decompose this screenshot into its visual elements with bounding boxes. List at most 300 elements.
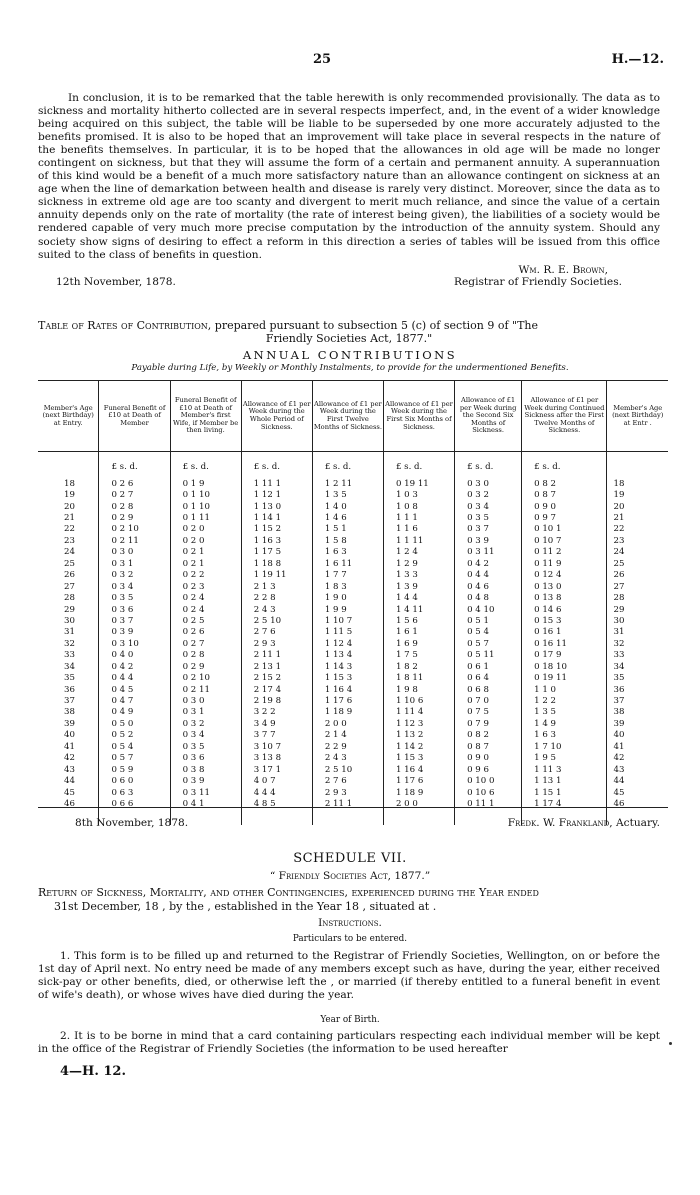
currency-row xyxy=(38,452,668,473)
table-cell: 1 16 3 xyxy=(241,535,312,546)
instruction-2: 2. It is to be borne in mind that a card containing particulars respecting each individual member will be kept in the office of the Registrar of Friendly Societies (the information to be used hereafter xyxy=(38,1030,660,1055)
table-cell: 0 9 0 xyxy=(522,501,607,512)
table-cell: 1 7 10 xyxy=(522,741,607,752)
table-row xyxy=(38,707,668,718)
table-cell: 1 5 8 xyxy=(312,535,383,546)
table-row xyxy=(38,764,668,775)
table-cell: 1 17 6 xyxy=(383,775,454,786)
table-cell: 42 xyxy=(64,753,75,764)
table-cell: 4 4 4 xyxy=(241,787,312,798)
table-cell: 2 2 9 xyxy=(312,741,383,752)
table-cell: 25 xyxy=(607,558,668,569)
table-cell: 33 xyxy=(64,650,75,661)
table-cell: 0 3 5 xyxy=(170,741,241,752)
table-cell: 1 5 6 xyxy=(383,615,454,626)
table-cell: 2 1 4 xyxy=(312,730,383,741)
table-cell: 2 2 8 xyxy=(241,592,312,603)
table-cell: 0 17 9 xyxy=(522,650,607,661)
table-cell: 0 3 6 xyxy=(170,753,241,764)
table-cell: 0 2 10 xyxy=(99,524,170,535)
table-cell: 1 10 7 xyxy=(312,615,383,626)
table-row xyxy=(38,798,668,809)
table-cell: 0 7 9 xyxy=(455,718,522,729)
table-cell: 43 xyxy=(64,764,75,775)
table-cell: 1 6 1 xyxy=(383,627,454,638)
table-cell: 1 13 2 xyxy=(383,730,454,741)
table-cell: 0 8 7 xyxy=(455,741,522,752)
table-cell: 2 0 0 xyxy=(383,798,454,809)
table-cell: 30 xyxy=(64,615,75,626)
return-line-2: 31st December, 18 , by the , established in the Year 18 , situated at . xyxy=(54,900,437,913)
table-row xyxy=(38,730,668,741)
signature-date: 12th November, 1878. xyxy=(56,276,176,288)
table-cell: 0 5 0 xyxy=(99,718,170,729)
table-cell: 43 xyxy=(607,764,668,775)
table-cell: 40 xyxy=(64,730,75,741)
table-cell: 1 6 11 xyxy=(312,558,383,569)
table-row xyxy=(38,512,668,523)
table-cell: 1 7 5 xyxy=(383,650,454,661)
table-cell: 0 3 2 xyxy=(170,718,241,729)
table-cell: 1 1 1 xyxy=(383,512,454,523)
table-cell: 1 6 9 xyxy=(383,638,454,649)
table-cell: 1 9 0 xyxy=(312,592,383,603)
table-cell: 29 xyxy=(607,604,668,615)
table-cell: 35 xyxy=(607,672,668,683)
table-cell: 1 17 5 xyxy=(241,547,312,558)
table-cell: 27 xyxy=(607,581,668,592)
currency-cell: £ s. d. xyxy=(170,452,241,473)
table-row xyxy=(38,741,668,752)
table-cell: 36 xyxy=(607,684,668,695)
table-cell: 1 6 3 xyxy=(312,547,383,558)
table-cell: 0 4 8 xyxy=(455,592,522,603)
table-cell: 0 2 4 xyxy=(170,592,241,603)
table-cell: 2 11 1 xyxy=(241,650,312,661)
table-cell: 1 15 3 xyxy=(312,672,383,683)
table-cell: 0 16 1 xyxy=(522,627,607,638)
table-cell: 0 7 0 xyxy=(455,695,522,706)
table-cell: 1 11 1 xyxy=(241,478,312,489)
table-cell: 38 xyxy=(64,707,75,718)
table-cell: 1 4 9 xyxy=(522,718,607,729)
table-row xyxy=(38,535,668,546)
table-cell: 1 2 4 xyxy=(383,547,454,558)
table-row xyxy=(38,638,668,649)
table-cell: 1 8 11 xyxy=(383,672,454,683)
table-cell: 39 xyxy=(64,718,75,729)
table-cell: 24 xyxy=(64,547,75,558)
table-cell: 2 19 8 xyxy=(241,695,312,706)
table-row xyxy=(38,547,668,558)
table-cell xyxy=(241,810,312,825)
table-cell: 21 xyxy=(64,513,75,524)
table-cell: 32 xyxy=(64,638,75,649)
table-cell: 1 18 9 xyxy=(312,707,383,718)
table-cell: 45 xyxy=(64,787,75,798)
table-cell: 46 xyxy=(64,798,75,809)
table-cell: 0 1 10 xyxy=(170,489,241,500)
table-cell: 0 3 4 xyxy=(170,730,241,741)
table-cell: 37 xyxy=(607,695,668,706)
column-header: Funeral Benefit of £10 at Death of Member xyxy=(99,381,170,452)
table-cell: 1 13 1 xyxy=(522,775,607,786)
table-cell: 0 3 1 xyxy=(170,707,241,718)
table-cell: 0 4 4 xyxy=(455,570,522,581)
table-cell: 0 19 11 xyxy=(383,478,454,489)
table-row xyxy=(38,627,668,638)
table-cell: 41 xyxy=(607,741,668,752)
table-cell: 0 5 4 xyxy=(455,627,522,638)
table-row xyxy=(38,489,668,500)
table-cell: 0 5 7 xyxy=(455,638,522,649)
table-cell: 1 4 6 xyxy=(312,512,383,523)
column-header: Allowance of £1 per Week during the First Six Months of Sickness. xyxy=(383,381,454,452)
table-cell: 1 9 9 xyxy=(312,604,383,615)
table-row xyxy=(38,604,668,615)
table-cell: 0 3 11 xyxy=(455,547,522,558)
table-cell: 0 8 2 xyxy=(522,478,607,489)
table-cell: 0 4 2 xyxy=(99,661,170,672)
table-cell: 2 15 2 xyxy=(241,672,312,683)
instructions-heading: Instructions. xyxy=(318,917,382,929)
page-number: 25 xyxy=(313,52,332,67)
table-cell: 0 6 6 xyxy=(99,798,170,809)
table-cell: 1 15 1 xyxy=(522,787,607,798)
table-cell: 3 7 7 xyxy=(241,730,312,741)
table-cell: 44 xyxy=(607,775,668,786)
table-cell: 0 3 0 xyxy=(99,547,170,558)
table-cell: 34 xyxy=(607,661,668,672)
table-cell: 2 0 0 xyxy=(312,718,383,729)
table-cell: 1 11 4 xyxy=(383,707,454,718)
table-cell: 1 1 6 xyxy=(383,524,454,535)
table-title-lead: Table of Rates of Contribution, xyxy=(38,319,212,332)
table-cell: 1 3 9 xyxy=(383,581,454,592)
table-cell: 0 2 5 xyxy=(170,615,241,626)
table-cell: 0 5 4 xyxy=(99,741,170,752)
table-cell: 0 18 10 xyxy=(522,661,607,672)
table-cell: 23 xyxy=(64,535,75,546)
table-cell: 1 1 0 xyxy=(522,684,607,695)
column-header: Allowance of £1 per Week during the Second Six Months of Sickness. xyxy=(455,381,522,452)
document-reference: H.—12. xyxy=(611,52,664,67)
table-cell: 2 9 3 xyxy=(312,787,383,798)
table-row xyxy=(38,787,668,798)
currency-cell: £ s. d. xyxy=(241,452,312,473)
table-cell: 0 4 6 xyxy=(455,581,522,592)
table-cell: 41 xyxy=(64,741,75,752)
table-row xyxy=(38,478,668,489)
table-cell: 31 xyxy=(607,627,668,638)
column-header: Allowance of £1 per Week during the First Twelve Months of Sickness. xyxy=(312,381,383,452)
table-cell: 42 xyxy=(607,753,668,764)
table-cell: 2 4 3 xyxy=(241,604,312,615)
table-cell: 0 8 7 xyxy=(522,489,607,500)
table-cell: 0 11 2 xyxy=(522,547,607,558)
table-cell: 22 xyxy=(64,524,75,535)
table-cell: 0 3 9 xyxy=(170,775,241,786)
table-cell: 0 3 6 xyxy=(99,604,170,615)
table-cell: 40 xyxy=(607,730,668,741)
table-cell: 0 3 4 xyxy=(99,581,170,592)
table-cell: 0 10 0 xyxy=(455,775,522,786)
table-cell: 1 5 1 xyxy=(312,524,383,535)
table-cell: 1 4 4 xyxy=(383,592,454,603)
table-cell: 0 10 7 xyxy=(522,535,607,546)
table-cell: 1 14 2 xyxy=(383,741,454,752)
table-cell: 0 2 6 xyxy=(99,478,170,489)
table-cell: 1 4 0 xyxy=(312,501,383,512)
column-header: Member's Age (next Birthday) at Entr . xyxy=(607,381,668,452)
table-cell: 0 14 6 xyxy=(522,604,607,615)
table-cell: 32 xyxy=(607,638,668,649)
actuary-name: Fredk. W. Frankland, xyxy=(507,817,613,829)
contribution-table xyxy=(38,380,668,808)
table-row xyxy=(38,672,668,683)
table-cell: 1 12 4 xyxy=(312,638,383,649)
table-row xyxy=(38,558,668,569)
signature-role: Registrar of Friendly Societies. xyxy=(454,276,622,288)
column-header: Allowance of £1 per Week during the Whole Period of Sickness. xyxy=(241,381,312,452)
table-row xyxy=(38,775,668,786)
table-cell: 0 5 2 xyxy=(99,730,170,741)
signature-name: Wm. R. E. Brown, xyxy=(518,264,608,276)
table-cell: 1 16 4 xyxy=(383,764,454,775)
table-cell: 26 xyxy=(64,570,75,581)
table-cell: 2 1 3 xyxy=(241,581,312,592)
table-cell: 26 xyxy=(607,570,668,581)
table-cell: 2 5 10 xyxy=(312,764,383,775)
instruction-1: 1. This form is to be filled up and returned to the Registrar of Friendly Societies, Wellington, on or before the 1st day of April next. No entry need be made of any members except such as have, during the year, either received sick-pay or other benefits, died, or otherwise left the , or married (if thereby entitled to a funeral benefit in event of wife's death), or whose wives have died during the year. xyxy=(38,950,660,1001)
table-cell: 2 5 10 xyxy=(241,615,312,626)
table-cell: 1 8 3 xyxy=(312,581,383,592)
table-cell: 18 xyxy=(64,478,75,489)
currency-cell: £ s. d. xyxy=(455,452,522,473)
table-cell: 0 13 8 xyxy=(522,592,607,603)
table-cell: 35 xyxy=(64,673,75,684)
particulars-heading: Particulars to be entered. xyxy=(292,934,408,944)
table-cell: 19 xyxy=(607,489,668,500)
table-cell: 0 5 1 xyxy=(455,615,522,626)
table-cell: 34 xyxy=(64,661,75,672)
table-cell: 0 3 7 xyxy=(99,615,170,626)
currency-cell: £ s. d. xyxy=(312,452,383,473)
table-cell: 0 3 0 xyxy=(455,478,522,489)
table-cell: 0 3 2 xyxy=(99,570,170,581)
table-cell: 0 2 8 xyxy=(170,650,241,661)
table-cell: 0 6 3 xyxy=(99,787,170,798)
table-cell: 0 3 8 xyxy=(170,764,241,775)
table-cell: 1 3 5 xyxy=(522,707,607,718)
table-cell: 0 5 9 xyxy=(99,764,170,775)
table-cell: 0 10 6 xyxy=(455,787,522,798)
table-cell: 28 xyxy=(64,593,75,604)
table-cell: 1 18 9 xyxy=(383,787,454,798)
table-cell: 1 4 11 xyxy=(383,604,454,615)
table-cell: 0 2 3 xyxy=(170,581,241,592)
table-cell: 0 2 9 xyxy=(170,661,241,672)
table-cell: 0 9 6 xyxy=(455,764,522,775)
table-cell: 1 10 6 xyxy=(383,695,454,706)
table-cell: 0 3 5 xyxy=(99,592,170,603)
table-cell: 23 xyxy=(607,535,668,546)
table-cell: 0 6 8 xyxy=(455,684,522,695)
table-cell: 3 4 9 xyxy=(241,718,312,729)
table-cell: 1 17 6 xyxy=(312,695,383,706)
table-row xyxy=(38,570,668,581)
table-cell: 1 0 3 xyxy=(383,489,454,500)
table-cell: 0 2 2 xyxy=(170,570,241,581)
table-row xyxy=(38,718,668,729)
table-cell: 39 xyxy=(607,718,668,729)
table-cell: 46 xyxy=(607,798,668,809)
table-cell: 1 14 3 xyxy=(312,661,383,672)
actuary-date: 8th November, 1878. xyxy=(75,817,189,829)
table-title xyxy=(38,319,660,345)
table-title-line2: Friendly Societies Act, 1877." xyxy=(265,332,433,345)
page-footer: 4—H. 12. xyxy=(60,1064,126,1079)
table-cell: 33 xyxy=(607,650,668,661)
table-cell: 24 xyxy=(607,547,668,558)
table-cell: 1 12 1 xyxy=(241,489,312,500)
table-cell: 0 3 1 xyxy=(99,558,170,569)
table-cell: 1 2 2 xyxy=(522,695,607,706)
table-cell: 2 13 1 xyxy=(241,661,312,672)
currency-cell: £ s. d. xyxy=(383,452,454,473)
table-cell: 2 9 3 xyxy=(241,638,312,649)
table-cell: 1 15 3 xyxy=(383,753,454,764)
table-cell: 1 8 2 xyxy=(383,661,454,672)
table-cell: 3 17 1 xyxy=(241,764,312,775)
table-row xyxy=(38,661,668,672)
table-row xyxy=(38,501,668,512)
table-cell: 1 16 4 xyxy=(312,684,383,695)
column-header: Member's Age (next Birthday) at Entry. xyxy=(38,381,99,452)
table-cell: 0 7 5 xyxy=(455,707,522,718)
table-row xyxy=(38,581,668,592)
table-cell: 0 16 11 xyxy=(522,638,607,649)
table-row xyxy=(38,650,668,661)
table-row xyxy=(38,592,668,603)
column-header: Allowance of £1 per Week during Continued Sickness after the First Twelve Months of Sickness. xyxy=(522,381,607,452)
table-cell: 0 9 0 xyxy=(455,753,522,764)
table-cell: 1 11 3 xyxy=(522,764,607,775)
table-cell: 0 9 7 xyxy=(522,512,607,523)
table-cell: 0 2 9 xyxy=(99,512,170,523)
table-cell: 0 10 1 xyxy=(522,524,607,535)
annual-contributions-heading: ANNUAL CONTRIBUTIONS xyxy=(242,348,458,362)
table-cell xyxy=(312,810,383,825)
table-cell: 31 xyxy=(64,627,75,638)
table-cell: 1 7 7 xyxy=(312,570,383,581)
table-cell: 28 xyxy=(607,592,668,603)
table-cell: 0 3 7 xyxy=(455,524,522,535)
table-cell: 4 8 5 xyxy=(241,798,312,809)
table-cell: 0 2 8 xyxy=(99,501,170,512)
return-line-1: Return of Sickness, Mortality, and other Contingencies, experienced during the Year ended xyxy=(38,886,539,899)
table-cell: 0 3 5 xyxy=(455,512,522,523)
actuary-role: Actuary. xyxy=(616,817,660,829)
table-cell: 1 3 5 xyxy=(312,489,383,500)
table-cell: 0 1 11 xyxy=(170,512,241,523)
table-cell: 30 xyxy=(607,615,668,626)
currency-cell: £ s. d. xyxy=(522,452,607,473)
table-header-row xyxy=(38,381,668,452)
table-cell: 0 4 0 xyxy=(99,650,170,661)
table-cell: 0 2 7 xyxy=(170,638,241,649)
table-cell: 0 3 11 xyxy=(170,787,241,798)
table-cell: 19 xyxy=(64,490,75,501)
table-cell: 44 xyxy=(64,776,75,787)
table-cell: 37 xyxy=(64,696,75,707)
table-cell: 0 2 0 xyxy=(170,535,241,546)
table-cell: 21 xyxy=(607,512,668,523)
table-cell: 0 4 10 xyxy=(455,604,522,615)
table-cell: 0 4 4 xyxy=(99,672,170,683)
table-row xyxy=(38,695,668,706)
schedule-heading: SCHEDULE VII. xyxy=(293,851,407,866)
table-cell: 0 3 4 xyxy=(455,501,522,512)
table-cell xyxy=(383,810,454,825)
table-cell: 2 7 6 xyxy=(312,775,383,786)
table-cell: 0 2 0 xyxy=(170,524,241,535)
table-cell: 0 4 1 xyxy=(170,798,241,809)
table-cell xyxy=(38,452,99,473)
table-cell: 2 17 4 xyxy=(241,684,312,695)
table-cell: 0 12 4 xyxy=(522,570,607,581)
table-cell: 0 15 3 xyxy=(522,615,607,626)
table-cell: 0 6 1 xyxy=(455,661,522,672)
table-cell: 0 1 10 xyxy=(170,501,241,512)
table-cell: 0 1 9 xyxy=(170,478,241,489)
table-cell: 0 2 11 xyxy=(99,535,170,546)
table-cell: 45 xyxy=(607,787,668,798)
payable-line: Payable during Life, by Weekly or Monthly Instalments, to provide for the undermentioned Benefits. xyxy=(131,363,569,373)
table-cell: 2 11 1 xyxy=(312,798,383,809)
table-cell: 1 1 11 xyxy=(383,535,454,546)
table-cell: 20 xyxy=(64,501,75,512)
year-of-birth-heading: Year of Birth. xyxy=(320,1015,380,1025)
table-cell: 1 19 11 xyxy=(241,570,312,581)
table-cell: 1 13 4 xyxy=(312,650,383,661)
table-cell: 29 xyxy=(64,604,75,615)
table-cell: 0 3 2 xyxy=(455,489,522,500)
table-cell: 0 4 2 xyxy=(455,558,522,569)
table-body xyxy=(38,452,668,825)
table-cell: 1 6 3 xyxy=(522,730,607,741)
table-cell: 0 2 6 xyxy=(170,627,241,638)
page-header xyxy=(0,52,700,72)
table-cell: 1 2 11 xyxy=(312,478,383,489)
act-title: “ Friendly Societies Act, 1877.” xyxy=(269,870,431,882)
table-cell: 27 xyxy=(64,581,75,592)
table-cell: 38 xyxy=(607,707,668,718)
table-row xyxy=(38,615,668,626)
table-cell: 0 13 0 xyxy=(522,581,607,592)
table-title-rest: prepared pursuant to subsection 5 (c) of section 9 of "The xyxy=(211,319,539,332)
column-header: Funeral Benefit of £10 at Death of Member's first Wife, if Member be then living. xyxy=(170,381,241,452)
table-cell: 36 xyxy=(64,684,75,695)
table-cell: 0 3 10 xyxy=(99,638,170,649)
table-cell: 0 2 1 xyxy=(170,558,241,569)
table-cell: 0 8 2 xyxy=(455,730,522,741)
table-cell: 0 2 4 xyxy=(170,604,241,615)
table-cell: 25 xyxy=(64,558,75,569)
table-cell: 0 3 9 xyxy=(455,535,522,546)
table-cell: 0 2 7 xyxy=(99,489,170,500)
table-cell: 1 12 3 xyxy=(383,718,454,729)
